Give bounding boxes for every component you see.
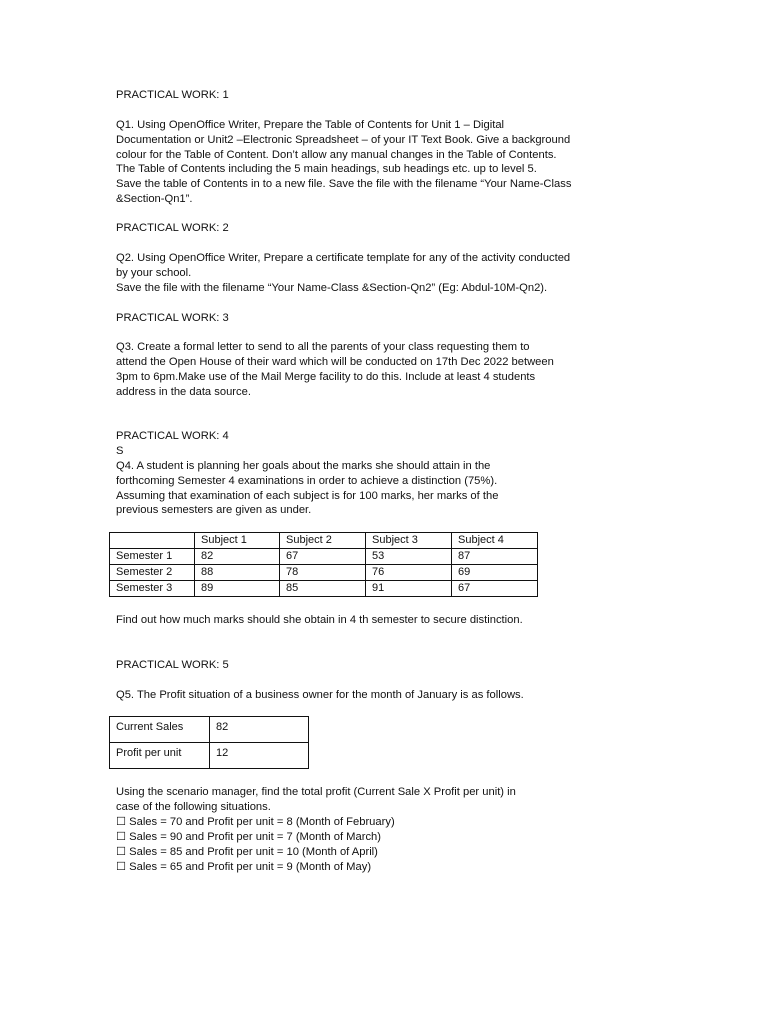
pw4-line: forthcoming Semester 4 examinations in order to achieve a distinction (75%). bbox=[116, 475, 498, 487]
table-cell: Semester 2 bbox=[110, 565, 195, 581]
pw3-line: attend the Open House of their ward which will be conducted on 17th Dec 2022 between bbox=[116, 356, 554, 368]
pw2-line: Save the file with the filename “Your Name-Class &Section-Qn2” (Eg: Abdul-10M-Qn2). bbox=[116, 282, 548, 294]
pw1-heading: PRACTICAL WORK: 1 bbox=[116, 89, 229, 101]
table-cell: 76 bbox=[366, 565, 452, 581]
pw5-intro: Q5. The Profit situation of a business owner for the month of January is as follows. bbox=[116, 689, 524, 701]
pw4-line: previous semesters are given as under. bbox=[116, 504, 312, 516]
profit-table bbox=[109, 716, 309, 769]
pw4-stray-text: S bbox=[116, 445, 124, 457]
pw5-heading: PRACTICAL WORK: 5 bbox=[116, 659, 229, 671]
table-cell: Semester 3 bbox=[110, 581, 195, 597]
table-cell: Semester 1 bbox=[110, 549, 195, 565]
pw1-line: Save the table of Contents in to a new file. Save the file with the filename “Your Name-Class bbox=[116, 178, 572, 190]
marks-table bbox=[109, 532, 538, 597]
pw5-list-item: ☐ Sales = 90 and Profit per unit = 7 (Month of March) bbox=[116, 831, 381, 843]
pw2-line: by your school. bbox=[116, 267, 192, 279]
table-cell: 78 bbox=[280, 565, 366, 581]
table-row bbox=[110, 743, 309, 769]
pw1-line: Documentation or Unit2 –Electronic Spreadsheet – of your IT Text Book. Give a background bbox=[116, 134, 571, 146]
table-row bbox=[110, 549, 538, 565]
pw1-line: The Table of Contents including the 5 main headings, sub headings etc. up to level 5. bbox=[116, 163, 537, 175]
table-cell: 12 bbox=[210, 743, 309, 769]
pw5-line: Using the scenario manager, find the total profit (Current Sale X Profit per unit) in bbox=[116, 786, 516, 798]
table-cell: 85 bbox=[280, 581, 366, 597]
table-header-cell: Subject 4 bbox=[452, 533, 538, 549]
pw1-line: Q1. Using OpenOffice Writer, Prepare the Table of Contents for Unit 1 – Digital bbox=[116, 119, 505, 131]
pw5-list-item: ☐ Sales = 65 and Profit per unit = 9 (Month of May) bbox=[116, 861, 372, 873]
pw1-line: colour for the Table of Content. Don’t allow any manual changes in the Table of Contents. bbox=[116, 149, 557, 161]
pw5-list-item: ☐ Sales = 85 and Profit per unit = 10 (Month of April) bbox=[116, 846, 378, 858]
pw3-heading: PRACTICAL WORK: 3 bbox=[116, 312, 229, 324]
pw5-line: case of the following situations. bbox=[116, 801, 271, 813]
pw3-line: Q3. Create a formal letter to send to all the parents of your class requesting them to bbox=[116, 341, 530, 353]
table-row bbox=[110, 581, 538, 597]
table-row bbox=[110, 565, 538, 581]
table-cell: 89 bbox=[195, 581, 280, 597]
table-header-cell: Subject 1 bbox=[195, 533, 280, 549]
pw5-list-item: ☐ Sales = 70 and Profit per unit = 8 (Month of February) bbox=[116, 816, 395, 828]
table-cell: 88 bbox=[195, 565, 280, 581]
table-header-cell: Subject 2 bbox=[280, 533, 366, 549]
pw4-followup: Find out how much marks should she obtain in 4 th semester to secure distinction. bbox=[116, 614, 523, 626]
table-cell: 53 bbox=[366, 549, 452, 565]
table-header-cell: Subject 3 bbox=[366, 533, 452, 549]
table-cell: 69 bbox=[452, 565, 538, 581]
table-cell: 82 bbox=[195, 549, 280, 565]
pw3-line: 3pm to 6pm.Make use of the Mail Merge facility to do this. Include at least 4 students bbox=[116, 371, 536, 383]
table-cell: Profit per unit bbox=[110, 743, 210, 769]
table-cell: 67 bbox=[280, 549, 366, 565]
pw4-line: Assuming that examination of each subject is for 100 marks, her marks of the bbox=[116, 490, 499, 502]
pw4-heading: PRACTICAL WORK: 4 bbox=[116, 430, 229, 442]
table-cell: 87 bbox=[452, 549, 538, 565]
pw2-line: Q2. Using OpenOffice Writer, Prepare a certificate template for any of the activity conducted bbox=[116, 252, 571, 264]
pw4-line: Q4. A student is planning her goals about the marks she should attain in the bbox=[116, 460, 491, 472]
table-cell: Current Sales bbox=[110, 717, 210, 743]
table-cell: 67 bbox=[452, 581, 538, 597]
table-cell: 82 bbox=[210, 717, 309, 743]
table-cell: 91 bbox=[366, 581, 452, 597]
table-header-row bbox=[110, 533, 538, 549]
table-row bbox=[110, 717, 309, 743]
pw3-line: address in the data source. bbox=[116, 386, 251, 398]
table-cell bbox=[110, 533, 195, 549]
pw1-line: &Section-Qn1”. bbox=[116, 193, 193, 205]
pw2-heading: PRACTICAL WORK: 2 bbox=[116, 222, 229, 234]
